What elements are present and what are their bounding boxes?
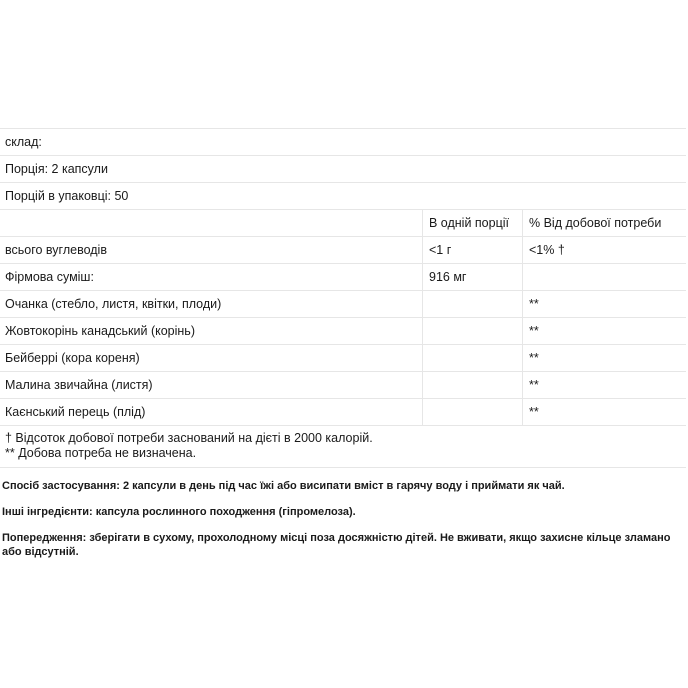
warning-note: Попередження: зберігати в сухому, прохолодному місці поза досяжністю дітей. Не вживати, якщо захисне кільце зламано або відсутній. <box>2 532 671 558</box>
ingredient-amount <box>423 399 523 425</box>
table-row <box>0 372 686 399</box>
ingredient-daily-value: ** <box>529 351 539 365</box>
ingredient-name: всього вуглеводів <box>0 237 423 263</box>
footnote-not-established: ** Добова потреба не визначена. <box>5 446 197 460</box>
composition-row <box>0 129 686 156</box>
ingredient-daily-value: ** <box>529 405 539 419</box>
ingredient-daily-value: <1% † <box>529 243 565 257</box>
ingredient-amount <box>423 291 523 317</box>
ingredient-amount: <1 г <box>423 237 523 263</box>
supplement-facts-table <box>0 128 686 468</box>
composition-label: склад: <box>5 135 42 149</box>
ingredient-amount <box>423 372 523 398</box>
servings-per-container-row <box>0 183 686 210</box>
header-amount: В одній порції <box>423 210 523 236</box>
ingredient-daily-value: ** <box>529 297 539 311</box>
ingredient-amount: 916 мг <box>423 264 523 290</box>
ingredient-name: Жовтокорінь канадський (корінь) <box>0 318 423 344</box>
header-daily-value: % Від добової потреби <box>529 216 662 230</box>
ingredient-name: Очанка (стебло, листя, квітки, плоди) <box>0 291 423 317</box>
footnotes <box>0 426 686 468</box>
header-name-cell <box>0 210 423 236</box>
servings-per-container: Порцій в упаковці: 50 <box>5 189 129 203</box>
ingredient-name: Каєнський перець (плід) <box>0 399 423 425</box>
table-row <box>0 345 686 372</box>
ingredient-daily-value <box>523 264 686 290</box>
ingredient-daily-value: ** <box>529 378 539 392</box>
ingredient-name: Фірмова суміш: <box>0 264 423 290</box>
ingredient-name: Бейберрі (кора кореня) <box>0 345 423 371</box>
product-notes <box>0 479 686 559</box>
serving-size: Порція: 2 капсули <box>5 162 108 176</box>
table-row <box>0 318 686 345</box>
table-header-row <box>0 210 686 237</box>
table-row <box>0 399 686 426</box>
ingredient-amount <box>423 318 523 344</box>
ingredient-amount <box>423 345 523 371</box>
footnote-daily-value: † Відсоток добової потреби заснований на дієті в 2000 калорій. <box>5 431 373 445</box>
usage-note: Спосіб застосування: 2 капсули в день під час їжі або висипати вміст в гарячу воду і приймати як чай. <box>2 480 565 492</box>
serving-size-row <box>0 156 686 183</box>
table-row <box>0 237 686 264</box>
ingredient-name: Малина звичайна (листя) <box>0 372 423 398</box>
other-ingredients-note: Інші інгредієнти: капсула рослинного походження (гіпромелоза). <box>2 506 356 518</box>
table-row <box>0 291 686 318</box>
table-row <box>0 264 686 291</box>
ingredient-daily-value: ** <box>529 324 539 338</box>
